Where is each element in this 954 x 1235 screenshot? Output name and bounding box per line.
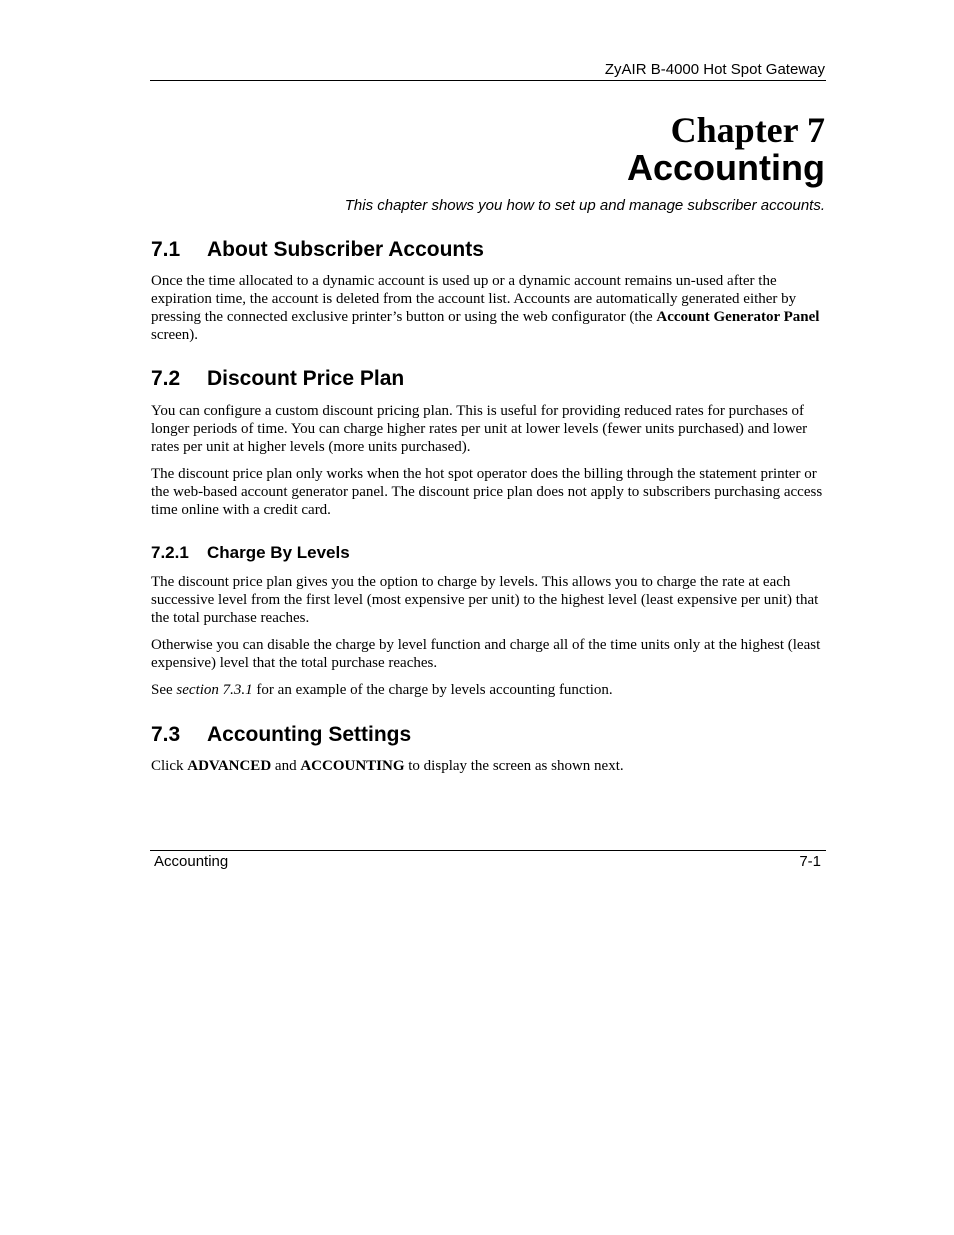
paragraph-7-2-b: The discount price plan only works when the hot spot operator does the billing through the statement printer or the web-based account generator panel. The discount price plan does not apply to subscribers purchasing access time online with a credit card.: [151, 466, 823, 518]
heading-7-1: [151, 237, 484, 263]
heading-text: Accounting Settings: [207, 723, 412, 746]
text-run: Click: [151, 758, 188, 774]
text-run: and: [271, 758, 301, 774]
chapter-title: Accounting: [627, 147, 825, 188]
text-run: for an example of the charge by levels accounting function.: [252, 682, 613, 698]
paragraph-7-2-1-b: Otherwise you can disable the charge by level function and charge all of the time units only at the highest (least expensive) level that the total purchase reaches.: [151, 637, 821, 671]
heading-7-2-1: [151, 542, 350, 564]
heading-number: 7.3: [151, 723, 181, 746]
bold-term: ACCOUNTING: [300, 758, 405, 774]
header-rule: [150, 80, 826, 81]
bold-term: ADVANCED: [187, 758, 272, 774]
footer-chapter-name: Accounting: [154, 853, 229, 870]
text-run: Once the time allocated to a dynamic account is used up or a dynamic account remains un-used after the expiration time, the account is deleted from the account list. Accounts are automatically generated either by pressing the connected exclusive printer’s button or using the web configurator (the: [151, 273, 797, 325]
text-run: to display the screen as shown next.: [404, 758, 624, 774]
chapter-intro: This chapter shows you how to set up and manage subscriber accounts.: [344, 197, 825, 214]
text-run: screen).: [151, 327, 199, 343]
chapter-number: Chapter 7: [670, 110, 825, 150]
heading-number: 7.2: [151, 367, 181, 390]
heading-7-2: [151, 366, 404, 392]
running-header: ZyAIR B-4000 Hot Spot Gateway: [604, 61, 825, 78]
paragraph-7-2-1-c: [151, 681, 827, 699]
heading-text: Charge By Levels: [207, 543, 350, 562]
footer-rule: [150, 850, 826, 851]
footer-page-number: 7-1: [799, 853, 821, 870]
bold-term: Account Generator Panel: [656, 309, 820, 325]
heading-text: Discount Price Plan: [207, 367, 405, 390]
paragraph-7-2-a: You can configure a custom discount pricing plan. This is useful for providing reduced rates for purchases of longer periods of time. You can charge higher rates per unit at lower levels (fewer units purchased) and lower rates per unit at higher levels (more units purchased).: [151, 403, 808, 455]
heading-7-3: [151, 722, 411, 748]
heading-number: 7.2.1: [151, 543, 189, 562]
section-reference: section 7.3.1: [176, 682, 253, 698]
paragraph-7-2-1-a: The discount price plan gives you the option to charge by levels. This allows you to charge the rate at each successive level from the first level (most expensive per unit) to the highest level (least expensive per unit) that the total purchase reaches.: [151, 574, 819, 626]
text-run: See: [151, 682, 177, 698]
heading-number: 7.1: [151, 238, 181, 261]
heading-text: About Subscriber Accounts: [207, 238, 484, 261]
paragraph-7-1: [151, 272, 827, 344]
paragraph-7-3: [151, 757, 827, 775]
